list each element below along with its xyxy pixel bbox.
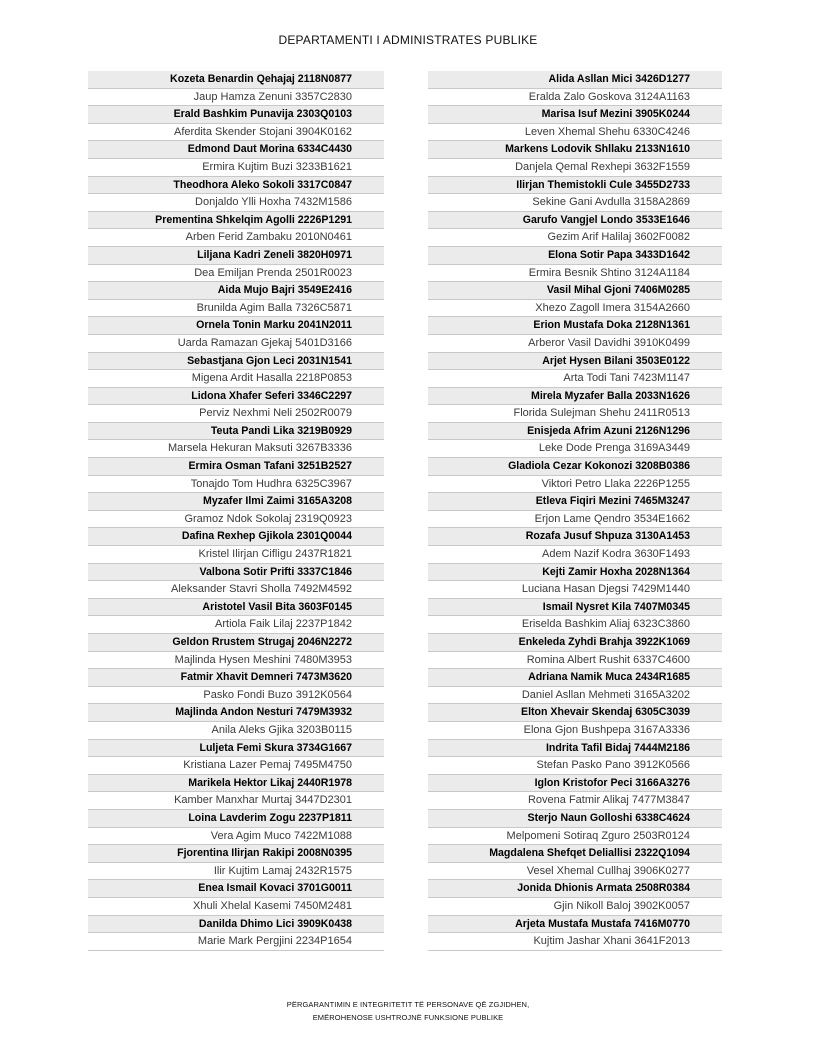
list-item: Florida Sulejman Shehu 2411R0513 [428, 405, 722, 423]
list-item: Ermira Osman Tafani 3251B2527 [88, 458, 384, 476]
list-item: Enea Ismail Kovaci 3701G0011 [88, 880, 384, 898]
list-item: Dafina Rexhep Gjikola 2301Q0044 [88, 528, 384, 546]
list-item: Arjeta Mustafa Mustafa 7416M0770 [428, 916, 722, 934]
list-item: Myzafer Ilmi Zaimi 3165A3208 [88, 493, 384, 511]
list-item: Gramoz Ndok Sokolaj 2319Q0923 [88, 511, 384, 529]
list-item: Uarda Ramazan Gjekaj 5401D3166 [88, 335, 384, 353]
list-item: Kujtim Jashar Xhani 3641F2013 [428, 933, 722, 951]
list-item: Sebastjana Gjon Leci 2031N1541 [88, 353, 384, 371]
list-item: Artiola Faik Lilaj 2237P1842 [88, 616, 384, 634]
list-item: Arjet Hysen Bilani 3503E0122 [428, 353, 722, 371]
list-item: Gjin Nikoll Baloj 3902K0057 [428, 898, 722, 916]
list-item: Kejti Zamir Hoxha 2028N1364 [428, 564, 722, 582]
list-item: Ornela Tonin Marku 2041N2011 [88, 317, 384, 335]
list-item: Sekine Gani Avdulla 3158A2869 [428, 194, 722, 212]
list-item: Enisjeda Afrim Azuni 2126N1296 [428, 423, 722, 441]
list-item: Erjon Lame Qendro 3534E1662 [428, 511, 722, 529]
list-item: Majlinda Andon Nesturi 7479M3932 [88, 704, 384, 722]
list-item: Elona Gjon Bushpepa 3167A3336 [428, 722, 722, 740]
list-item: Alida Asllan Mici 3426D1277 [428, 71, 722, 89]
list-item: Adem Nazif Kodra 3630F1493 [428, 546, 722, 564]
list-item: Aida Mujo Bajri 3549E2416 [88, 282, 384, 300]
list-item: Jaup Hamza Zenuni 3357C2830 [88, 89, 384, 107]
list-item: Xhezo Zagoll Imera 3154A2660 [428, 300, 722, 318]
list-item: Eralda Zalo Goskova 3124A1163 [428, 89, 722, 107]
list-item: Brunilda Agim Balla 7326C5871 [88, 300, 384, 318]
list-item: Gezim Arif Halilaj 3602F0082 [428, 229, 722, 247]
list-item: Arberor Vasil Davidhi 3910K0499 [428, 335, 722, 353]
list-item: Edmond Daut Morina 6334C4430 [88, 141, 384, 159]
footer-line-1: PËRGARANTIMIN E INTEGRITETIT TË PERSONAVE QË ZGJIDHEN, [286, 1000, 530, 1009]
list-item: Fjorentina Ilirjan Rakipi 2008N0395 [88, 845, 384, 863]
list-item: Aferdita Skender Stojani 3904K0162 [88, 124, 384, 142]
list-item: Leven Xhemal Shehu 6330C4246 [428, 124, 722, 142]
list-item: Garufo Vangjel Londo 3533E1646 [428, 212, 722, 230]
list-item: Rozafa Jusuf Shpuza 3130A1453 [428, 528, 722, 546]
list-item: Teuta Pandi Lika 3219B0929 [88, 423, 384, 441]
list-item: Sterjo Naun Golloshi 6338C4624 [428, 810, 722, 828]
list-item: Vera Agim Muco 7422M1088 [88, 828, 384, 846]
list-item: Arben Ferid Zambaku 2010N0461 [88, 229, 384, 247]
list-item: Ermira Besnik Shtino 3124A1184 [428, 265, 722, 283]
list-item: Majlinda Hysen Meshini 7480M3953 [88, 652, 384, 670]
list-item: Ilirjan Themistokli Cule 3455D2733 [428, 177, 722, 195]
list-item: Iglon Kristofor Peci 3166A3276 [428, 775, 722, 793]
list-item: Jonida Dhionis Armata 2508R0384 [428, 880, 722, 898]
list-item: Magdalena Shefqet Deliallisi 2322Q1094 [428, 845, 722, 863]
list-item: Valbona Sotir Prifti 3337C1846 [88, 564, 384, 582]
list-item: Rovena Fatmir Alikaj 7477M3847 [428, 792, 722, 810]
list-item: Luciana Hasan Djegsi 7429M1440 [428, 581, 722, 599]
list-item: Loina Lavderim Zogu 2237P1811 [88, 810, 384, 828]
list-item: Ismail Nysret Kila 7407M0345 [428, 599, 722, 617]
list-item: Marie Mark Pergjini 2234P1654 [88, 933, 384, 951]
list-item: Markens Lodovik Shllaku 2133N1610 [428, 141, 722, 159]
list-item: Dea Emiljan Prenda 2501R0023 [88, 265, 384, 283]
list-item: Melpomeni Sotiraq Zguro 2503R0124 [428, 828, 722, 846]
list-item: Kozeta Benardin Qehajaj 2118N0877 [88, 71, 384, 89]
list-item: Tonajdo Tom Hudhra 6325C3967 [88, 476, 384, 494]
list-item: Mirela Myzafer Balla 2033N1626 [428, 388, 722, 406]
list-item: Marikela Hektor Likaj 2440R1978 [88, 775, 384, 793]
list-item: Erald Bashkim Punavija 2303Q0103 [88, 106, 384, 124]
list-item: Gladiola Cezar Kokonozi 3208B0386 [428, 458, 722, 476]
list-item: Danjela Qemal Rexhepi 3632F1559 [428, 159, 722, 177]
left-name-list [88, 71, 384, 951]
list-item: Eriselda Bashkim Aliaj 6323C3860 [428, 616, 722, 634]
list-item: Donjaldo Ylli Hoxha 7432M1586 [88, 194, 384, 212]
list-item: Fatmir Xhavit Demneri 7473M3620 [88, 669, 384, 687]
page-title: DEPARTAMENTI I ADMINISTRATES PUBLIKE [278, 33, 538, 47]
list-item: Kristiana Lazer Pemaj 7495M4750 [88, 757, 384, 775]
list-item: Geldon Rrustem Strugaj 2046N2272 [88, 634, 384, 652]
page-footer [0, 998, 816, 1024]
list-item: Ilir Kujtim Lamaj 2432R1575 [88, 863, 384, 881]
list-item: Kamber Manxhar Murtaj 3447D2301 [88, 792, 384, 810]
list-item: Migena Ardit Hasalla 2218P0853 [88, 370, 384, 388]
list-item: Perviz Nexhmi Neli 2502R0079 [88, 405, 384, 423]
list-item: Enkeleda Zyhdi Brahja 3922K1069 [428, 634, 722, 652]
list-item: Aristotel Vasil Bita 3603F0145 [88, 599, 384, 617]
list-item: Marsela Hekuran Maksuti 3267B3336 [88, 440, 384, 458]
list-item: Anila Aleks Gjika 3203B0115 [88, 722, 384, 740]
list-item: Erion Mustafa Doka 2128N1361 [428, 317, 722, 335]
list-item: Ermira Kujtim Buzi 3233B1621 [88, 159, 384, 177]
footer-line-2: EMËROHENOSE USHTROJNË FUNKSIONE PUBLIKE [312, 1013, 504, 1022]
list-item: Indrita Tafil Bidaj 7444M2186 [428, 740, 722, 758]
right-name-list [428, 71, 722, 951]
list-item: Aleksander Stavri Sholla 7492M4592 [88, 581, 384, 599]
list-item: Elona Sotir Papa 3433D1642 [428, 247, 722, 265]
list-item: Stefan Pasko Pano 3912K0566 [428, 757, 722, 775]
list-item: Leke Dode Prenga 3169A3449 [428, 440, 722, 458]
list-item: Vasil Mihal Gjoni 7406M0285 [428, 282, 722, 300]
list-item: Vesel Xhemal Cullhaj 3906K0277 [428, 863, 722, 881]
list-item: Romina Albert Rushit 6337C4600 [428, 652, 722, 670]
list-item: Adriana Namik Muca 2434R1685 [428, 669, 722, 687]
list-item: Etleva Fiqiri Mezini 7465M3247 [428, 493, 722, 511]
list-item: Prementina Shkelqim Agolli 2226P1291 [88, 212, 384, 230]
list-item: Arta Todi Tani 7423M1147 [428, 370, 722, 388]
list-item: Liljana Kadri Zeneli 3820H0971 [88, 247, 384, 265]
list-item: Danilda Dhimo Lici 3909K0438 [88, 916, 384, 934]
list-item: Kristel Ilirjan Cifligu 2437R1821 [88, 546, 384, 564]
list-item: Theodhora Aleko Sokoli 3317C0847 [88, 177, 384, 195]
list-item: Xhuli Xhelal Kasemi 7450M2481 [88, 898, 384, 916]
list-item: Marisa Isuf Mezini 3905K0244 [428, 106, 722, 124]
list-item: Daniel Asllan Mehmeti 3165A3202 [428, 687, 722, 705]
list-item: Pasko Fondi Buzo 3912K0564 [88, 687, 384, 705]
list-item: Lidona Xhafer Seferi 3346C2297 [88, 388, 384, 406]
list-item: Luljeta Femi Skura 3734G1667 [88, 740, 384, 758]
list-item: Elton Xhevair Skendaj 6305C3039 [428, 704, 722, 722]
list-item: Viktori Petro Llaka 2226P1255 [428, 476, 722, 494]
